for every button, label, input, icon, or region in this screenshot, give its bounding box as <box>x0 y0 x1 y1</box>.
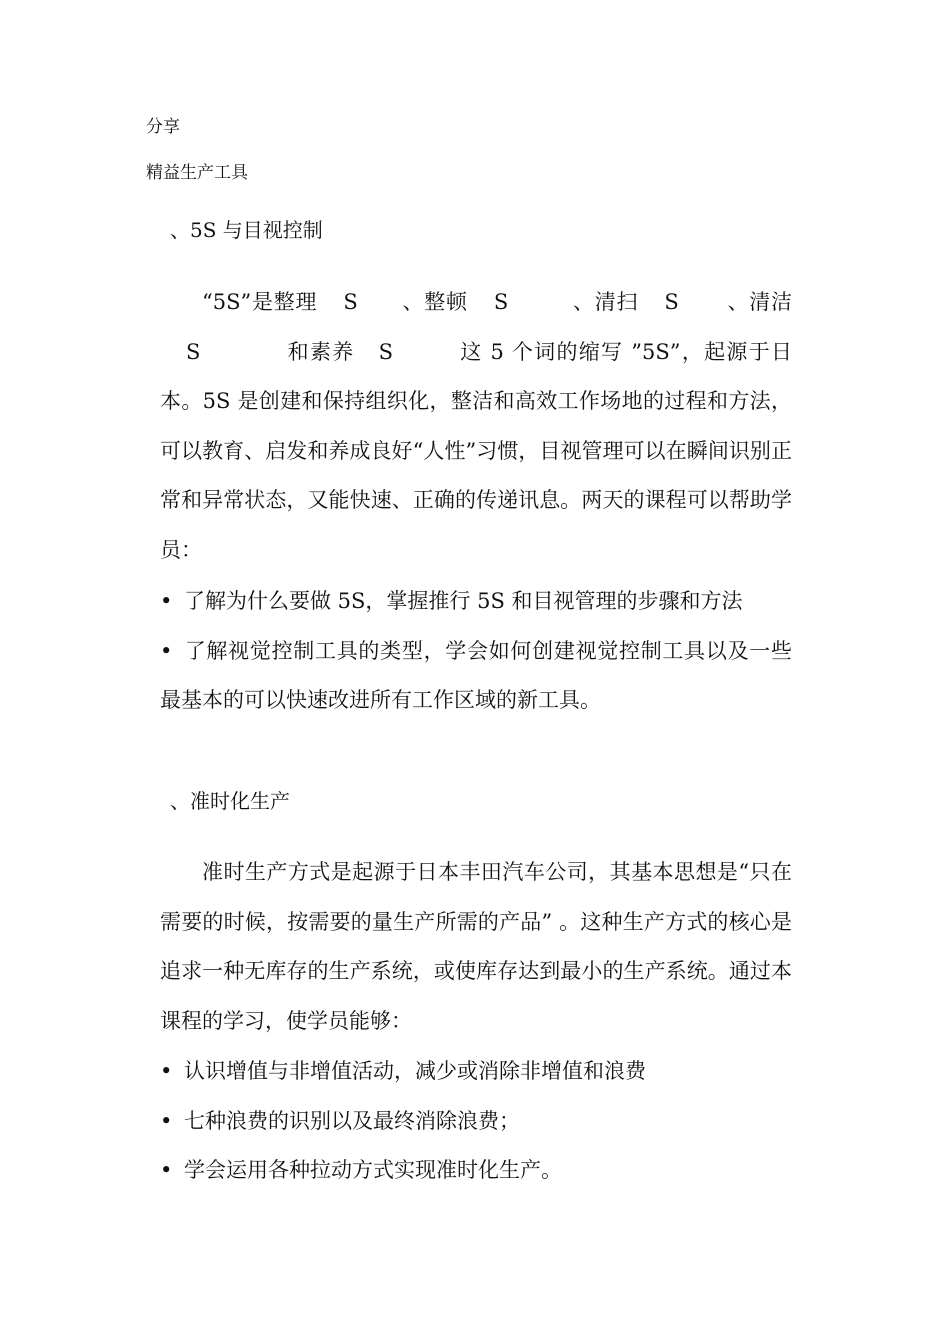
para-seg-7: 、清洁 <box>726 290 793 314</box>
bullet-text: 了解视觉控制工具的类型，学会如何创建视觉控制工具以及一些最基本的可以快速改进所有工作区域的新工具。 <box>160 638 792 712</box>
section-jit-paragraph: 准时生产方式是起源于日本丰田汽车公司，其基本思想是“只在需要的时候，按需要的量生产所需的产品” 。这种生产方式的核心是追求一种无库存的生产系统，或使库存达到最小的生产系统。通过本课程的学习，使学员能够： <box>160 860 792 1033</box>
section-5s-heading: 、5S 与目视控制 <box>170 218 323 242</box>
para-seg-4: S <box>493 290 509 314</box>
section-jit-bullet-list <box>160 1047 792 1196</box>
para-seg-2: S <box>343 290 358 314</box>
para-seg-3: 、整顿 <box>401 290 468 314</box>
list-item <box>160 1047 792 1097</box>
para-seg-9: 和素养 <box>286 339 355 364</box>
bullet-text: 认识增值与非增值活动，减少或消除非增值和浪费 <box>184 1059 646 1083</box>
bullet-icon: • <box>160 1158 173 1182</box>
para-seg-8: S <box>186 339 201 364</box>
list-item <box>160 577 792 627</box>
para-seg-5: 、清扫 <box>572 290 639 314</box>
share-label[interactable]: 分享 <box>146 117 180 137</box>
bullet-icon: • <box>160 1059 173 1083</box>
list-item <box>160 1146 792 1196</box>
section-jit-heading: 、准时化生产 <box>170 789 290 813</box>
para-seg-11: 这 5 个词的缩写 ”5S”，起源于日本。5S 是创建和保持组织化，整洁和高效工作场地的过程和方法，可以教育、启发和养成良好“人性”习惯，目视管理可以在瞬间识别正常和异常状态，又能快速、正确的传递讯息。两天的课程可以帮助学员： <box>160 339 793 562</box>
bullet-icon: • <box>160 1108 173 1133</box>
bullet-icon: • <box>160 589 173 613</box>
list-item <box>160 1097 792 1147</box>
section-5s-paragraph <box>160 278 792 575</box>
bullet-text: 了解为什么要做 5S，掌握推行 5S 和目视管理的步骤和方法 <box>184 589 743 613</box>
bullet-text: 七种浪费的识别以及最终消除浪费； <box>184 1108 520 1133</box>
bullet-text: 学会运用各种拉动方式实现准时化生产。 <box>184 1158 562 1182</box>
section-5s-bullet-list <box>160 577 792 726</box>
para-seg-10: S <box>378 339 393 364</box>
list-item <box>160 627 792 726</box>
para-seg-1: “5S”是整理 <box>202 290 318 314</box>
document-title: 精益生产工具 <box>146 163 248 183</box>
bullet-icon: • <box>160 638 173 663</box>
para-seg-6: S <box>664 290 679 314</box>
